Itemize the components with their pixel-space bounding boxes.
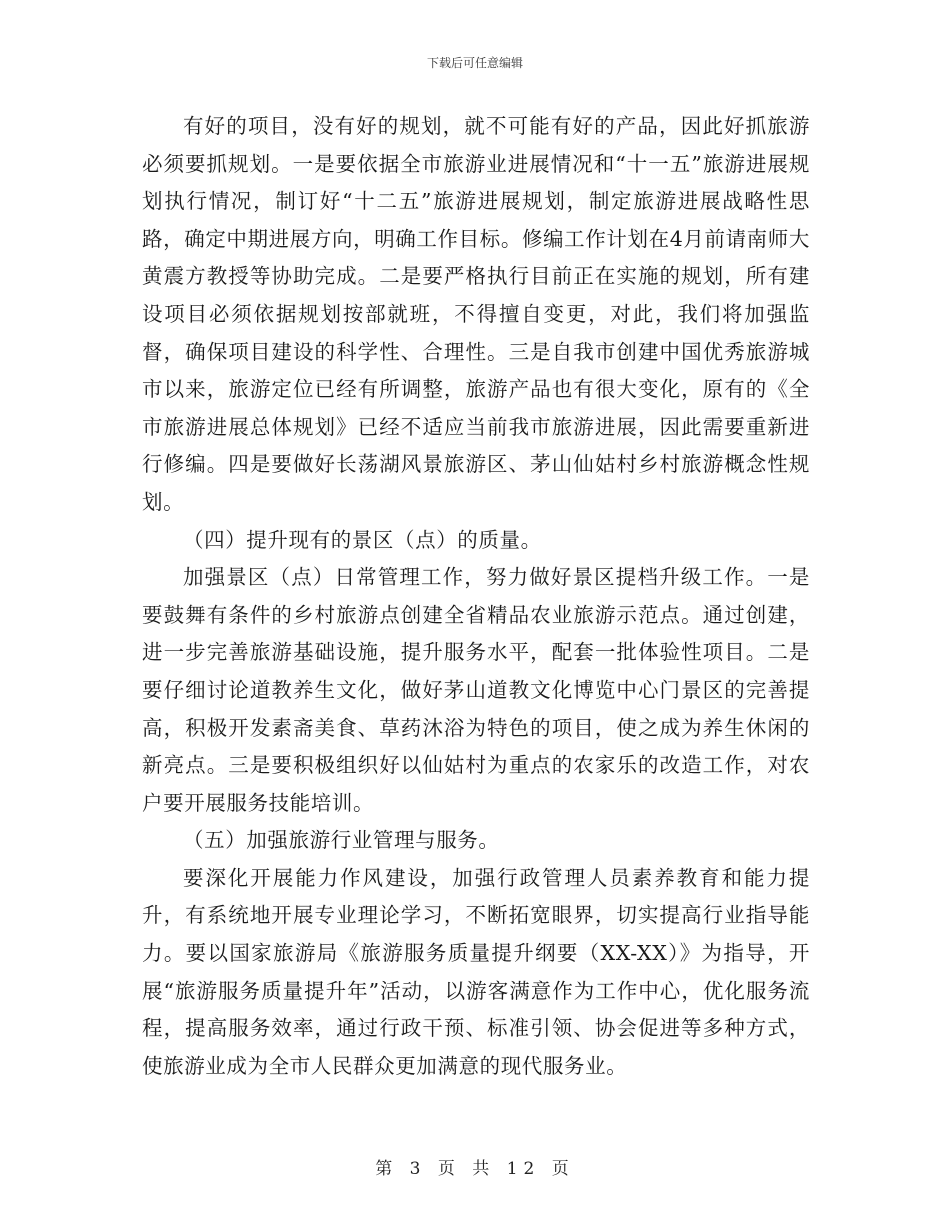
section-heading-5: （五）加强旅游行业管理与服务。 xyxy=(183,828,500,853)
paragraph-industry-management: 要深化开展能力作风建设，加强行政管理人员素养教育和能力提升，有系统地开展专业理论学习，不断拓宽眼界，切实提高行业指导能力。要以国家旅游局《旅游服务质量提升纲要（XX-XX）》为指导，开展“旅游服务质量提升年”活动，以游客满意作为工作中心，优化服务流程，提高服务效率，通过行政干预、标准引领、协会促进等多种方式，使旅游业成为全市人民群众更加满意的现代服务业。 xyxy=(142,865,810,1078)
paragraph-planning: 有好的项目，没有好的规划，就不可能有好的产品，因此好抓旅游必须要抓规划。一是要依据全市旅游业进展情况和“十一五”旅游进展规划执行情况，制订好“十二五”旅游进展规划，制定旅游进展战略性思路，确定中期进展方向，明确工作目标。修编工作计划在4月前请南师大黄震方教授等协助完成。二是要严格执行目前正在实施的规划，所有建设项目必须依据规划按部就班，不得擅自变更，对此，我们将加强监督，确保项目建设的科学性、合理性。三是自我市创建中国优秀旅游城市以来，旅游定位已经有所调整，旅游产品也有很大变化，原有的《全市旅游进展总体规划》已经不适应当前我市旅游进展，因此需要重新进行修编。四是要做好长荡湖风景旅游区、茅山仙姑村乡村旅游概念性规划。 xyxy=(142,114,810,514)
section-heading-4: （四）提升现有的景区（点）的质量。 xyxy=(183,527,542,552)
document-body xyxy=(142,108,810,1085)
paragraph-scenic-quality: 加强景区（点）日常管理工作，努力做好景区提档升级工作。一是要鼓舞有条件的乡村旅游点创建全省精品农业旅游示范点。通过创建，进一步完善旅游基础设施，提升服务水平，配套一批体验性项目。二是要仔细讨论道教养生文化，做好茅山道教文化博览中心门景区的完善提高，积极开发素斋美食、草药沐浴为特色的项目，使之成为养生休闲的新亮点。三是要积极组织好以仙姑村为重点的农家乐的改造工作，对农户要开展服务技能培训。 xyxy=(142,565,810,815)
page-footer: 第 3 页 共 12 页 xyxy=(375,1159,575,1179)
page-header: 下载后可任意编辑 xyxy=(426,56,523,70)
